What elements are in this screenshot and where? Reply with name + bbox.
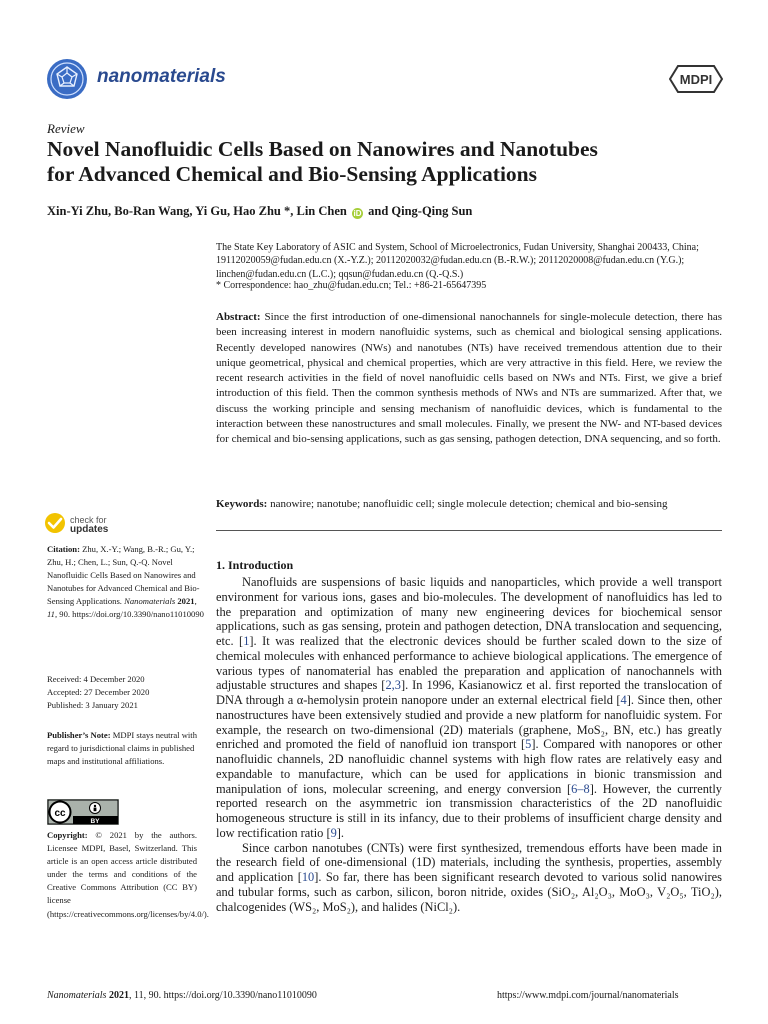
abstract [216, 310, 722, 448]
mdpi-logo-text: MDPI [679, 72, 713, 87]
publisher-note-label: Publisher’s Note: [47, 730, 111, 740]
affiliation: The State Key Laboratory of ASIC and System, School of Microelectronics, Fudan University, Shanghai 200433, China; 19112020059@fudan.edu.cn (X.-Y.Z.); 20112020032@fudan.edu.cn (B.-R.W.); 20112020008@fudan.edu.cn (Y.G.); linchen@fudan.edu.cn (L.C.); qqsun@fudan.edu.cn (Q.-Q.S.) [216, 242, 699, 280]
title-line-2: for Advanced Chemical and Bio-Sensing Applications [47, 162, 538, 186]
footer-citation [47, 990, 317, 1001]
reference-link[interactable]: 6–8 [571, 781, 590, 796]
check-for-updates-icon [44, 512, 66, 534]
paragraph-text: ]. Since then, other nanostructures have been extensively studied and provide a new platform for nanofluidic system. For example, the research on two-dimensional (2D) materials (graphene, MoS₂, BN, etc.) has greatly enriched and promoted the field of nanofluid ion transport [ [216, 693, 722, 752]
orcid-icon[interactable]: iD [353, 209, 362, 218]
paragraph-text: Since carbon nanotubes (CNTs) were first synthesized, tremendous efforts have been made in the research field of one-dimensional (1D) materials, including the synthesis, properties, assembly and application [ [216, 840, 722, 884]
cc-by-license-icon[interactable] [47, 799, 119, 825]
reference-link[interactable]: 2,3 [385, 678, 401, 693]
paragraph-text: ]. [336, 825, 345, 840]
section-heading-introduction: 1. Introduction [216, 558, 294, 572]
copyright-notice [47, 829, 209, 921]
paragraph-text: ]. So far, there has been significant research devoted to various solid nanowires and tubular forms, such as carbon, silicon, boron nitride, oxides (SiO₂, Al₂O₃, MoO₃, V₂O₅, TiO₂), chalcogenides (WS₂, MoS₂), and halides (NiCl₂). [216, 870, 723, 914]
citation-label: Citation: [47, 544, 80, 554]
author-list [47, 204, 472, 219]
journal-logo-icon[interactable] [46, 58, 88, 100]
check-for-updates-label-2: updates [70, 524, 109, 535]
footer-journal: Nanomaterials [47, 990, 107, 1001]
section-divider [216, 530, 722, 531]
reference-link[interactable]: 4 [620, 693, 627, 707]
publisher-note [47, 729, 203, 768]
copyright-text: © 2021 by the authors. Licensee MDPI, Basel, Switzerland. This article is an open access article distributed under the terms and conditions of the Creative Commons Attribution (CC BY) license (https://creativecommons.org/licenses/by/4.0/). [47, 830, 209, 919]
paragraph [216, 841, 722, 915]
cc-text: cc [54, 808, 66, 819]
accepted-date: Accepted: 27 December 2020 [47, 687, 150, 698]
paragraph-text: ]. It was realized that the electronic devices should be further scaled down to the size of chemical molecules with enhanced performance to achieve biological applications. The emergence of various types of nanomaterial has enabled the preparation and application of nanochannels with adjustable structures and shapes [ [216, 634, 722, 693]
check-for-updates-button[interactable] [44, 512, 134, 538]
citation-year: 2021 [177, 596, 195, 607]
reference-link[interactable]: 9 [330, 825, 337, 840]
journal-name[interactable]: nanomaterials [97, 66, 226, 87]
keywords-text: nanowire; nanotube; nanofluidic cell; single molecule detection; chemical and bio-sensing [270, 498, 668, 510]
article-type: Review [47, 121, 85, 136]
paragraph-text: ]. In 1996, Kasianowicz et al. first reported the translocation of DNA through a α-hemolysin protein nanopore under an external electrical field [ [216, 678, 722, 707]
article-title [47, 137, 737, 187]
paragraph-text: ]. Compared with nanopores or other nanofluidic channels, 2D nanofluidic channel systems with high flow rates are relatively easy and expandable to manufacture, which can be used for applications in bionic transmission and manipulation of ions, molecular screening, and energy conversion [ [216, 737, 722, 796]
footer-doi[interactable]: , 11, 90. https://doi.org/10.3390/nano11010090 [128, 990, 317, 1001]
citation-volume: 11 [47, 609, 55, 620]
publisher-note-text: MDPI stays neutral with regard to jurisdictional claims in published maps and institutional affiliations. [47, 730, 197, 767]
introduction-body [216, 575, 722, 914]
publication-dates [47, 673, 207, 712]
abstract-text: Since the first introduction of one-dimensional nanochannels for single-molecule detection, there has been increasing interest in modern nanofluidic systems, such as chemical and biological sensing applications. Recently developed nanowires (NWs) and nanotubes (NTs) have received tremendous attention due to their unique geometrical, physical and chemical properties, which are very attractive in this field. Here, we review the recent research activities in the field of novel nanofluidic cells based on NWs and NTs. First, we give a brief introduction of this field. Then the common synthesis methods of NWs and NTs are summarized. After that, we discuss the working principle and sensing mechanism of nanofluidic devices, which is fundamental to the interaction between these nanostructures and small molecules. Finally, we present the NW- and NT-based devices for chemical and bio-sensing applications, such as gas sensing, pathogen detection, DNA sequencing, and so forth. [216, 311, 722, 446]
authors-part-1: Xin-Yi Zhu, Bo-Ran Wang, Yi Gu, Hao Zhu *, Lin Chen [47, 204, 347, 218]
abstract-label: Abstract: [216, 311, 261, 323]
check-for-updates-label-1: check for [70, 515, 107, 525]
published-date: Published: 3 January 2021 [47, 700, 138, 711]
received-date: Received: 4 December 2020 [47, 674, 145, 684]
cc-by-text: BY [90, 818, 100, 825]
paragraph-text: Nanofluids are suspensions of basic liquids and nanoparticles, which provide a well transport environment for various ions, gases and bio-molecules. The development of nanofluidics has led to the preparation and optimization of many new engineering devices for biochemical sensor applications, such as gas sensing, protein and pathogen detection, DNA translocation and sequencing, etc. [ [216, 575, 722, 648]
citation-text: Zhu, X.-Y.; Wang, B.-R.; Gu, Y.; Zhu, H.; Chen, L.; Sun, Q.-Q. Novel Nanofluidic Cells Based on Nanowires and Nanotubes for Advanced Chemical and Bio-Sensing Applications. [47, 544, 200, 607]
citation-doi[interactable]: 90. https://doi.org/10.3390/nano11010090 [59, 609, 204, 620]
reference-link[interactable]: 5 [525, 737, 532, 752]
mdpi-logo-icon[interactable] [669, 64, 723, 94]
paragraph-text: ]. However, the currently reported research on the asymmetric ion transmission characteristics of the 2D nanofluidic homogeneous structure is still in its infancy, due to their problems of insufficient charge density and low rectification ratio [ [216, 781, 722, 840]
correspondence: * Correspondence: hao_zhu@fudan.edu.cn; Tel.: +86-21-65647395 [216, 280, 487, 291]
footer-year: 2021 [108, 990, 129, 1001]
keywords [216, 498, 722, 510]
authors-part-2: and Qing-Qing Sun [368, 204, 473, 218]
title-line-1: Novel Nanofluidic Cells Based on Nanowires and Nanotubes [47, 137, 598, 161]
citation-journal: Nanomaterials [124, 596, 176, 607]
footer-journal-url[interactable]: https://www.mdpi.com/journal/nanomaterials [497, 990, 679, 1001]
copyright-label: Copyright: [47, 830, 88, 840]
reference-link[interactable]: 1 [243, 634, 250, 648]
citation: Citation: Zhu, X.-Y.; Wang, B.-R.; Gu, Y.; Zhu, H.; Chen, L.; Sun, Q.-Q. Novel Nanofluidic Cells Based on Nanowires and Nanotubes for Advanced Chemical and Bio-Sensing Applications. Nanomaterials 2021, 11, 90. https://doi.org/10.3390/nano11010090 [47, 544, 204, 620]
keywords-label: Keywords: [216, 498, 268, 510]
paragraph [216, 575, 722, 841]
reference-link[interactable]: 10 [301, 870, 315, 884]
